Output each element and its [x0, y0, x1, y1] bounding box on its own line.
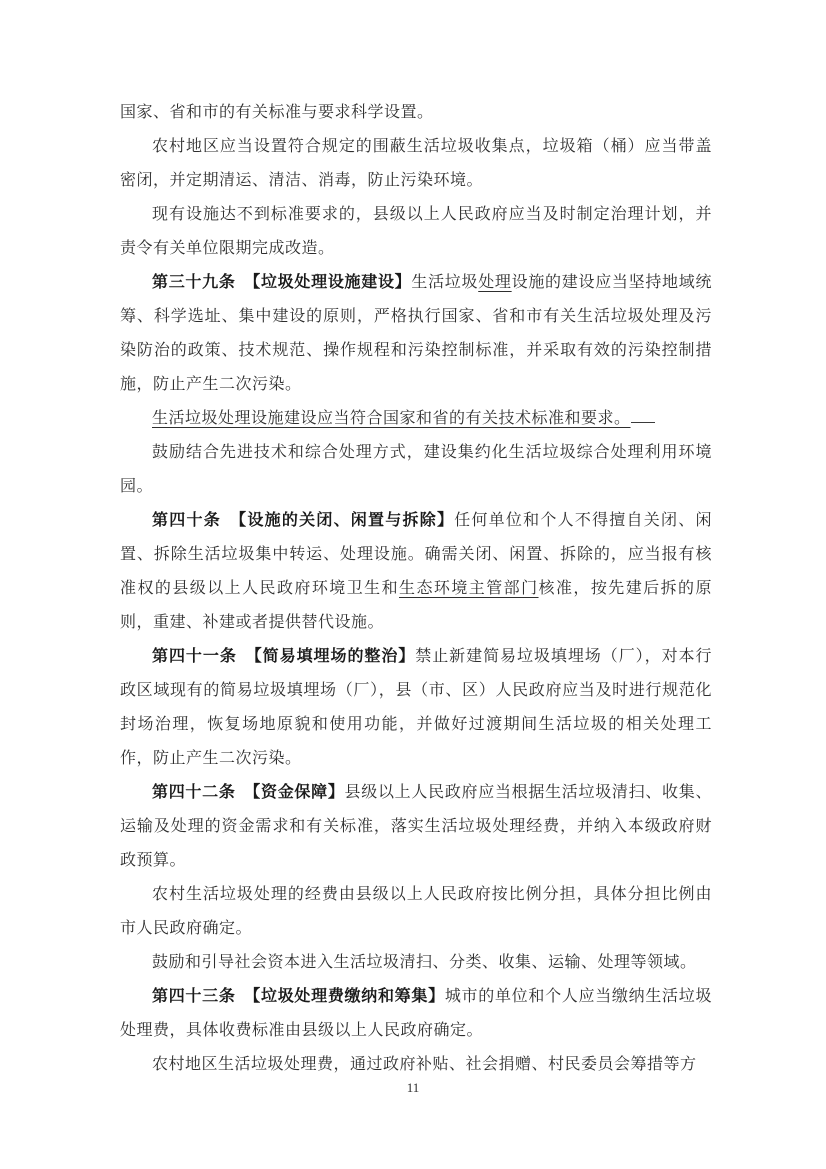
paragraph: [120, 436, 712, 504]
article-heading: 第三十九条 【垃圾处理设施建设】: [152, 274, 412, 291]
text-segment: 禁止新建简易垃圾填埋场（厂），对本行政区域现有的简易垃圾填埋场（厂），县（市、区）人民政府应当及时进行规范化封场治理，恢复场地原貌和使用功能，并做好过渡期间生活垃圾的相关处理工作，防止产生二次污染。: [120, 648, 712, 767]
paragraph-article-43: [120, 980, 712, 1048]
paragraph: [120, 1048, 712, 1082]
text-segment: 现有设施达不到标准要求的，县级以上人民政府应当及时制定治理计划，并责令有关单位限期完成改造。: [120, 206, 712, 257]
page-number: 11: [406, 1080, 420, 1095]
paragraph-article-40: [120, 504, 712, 640]
text-segment: 生活垃圾: [411, 274, 479, 291]
text-segment: 任何单位和个人不得擅自关闭、闲置、拆除生活垃圾集中转运、处理设施。确需关闭、闲置、拆除的，应当报有核准权的县级以上人民政府环境卫生和: [120, 512, 712, 597]
paragraph: [120, 946, 712, 980]
paragraph-article-41: [120, 640, 712, 776]
underlined-text: 处理: [478, 274, 512, 291]
text-segment: 设施的建设应当坚持地域统筹、科学选址、集中建设的原则，严格执行国家、省和市有关生活垃圾处理及污染防治的政策、技术规范、操作规程和污染控制标准，并采取有效的污染控制措施，防止产生二次污染。: [120, 274, 712, 393]
text-segment: 国家、省和市的有关标准与要求科学设置。: [120, 104, 434, 121]
text-segment: 核准，按先建后拆的原则，重建、补建或者提供替代设施。: [120, 580, 712, 631]
underlined-text: 生活垃圾处理设施建设应当符合国家和省的有关技术标准和要求。: [152, 410, 631, 427]
paragraph-article-39: [120, 266, 712, 402]
text-segment: 农村生活垃圾处理的经费由县级以上人民政府按比例分担，具体分担比例由市人民政府确定。: [120, 886, 712, 937]
paragraph-article-42: [120, 776, 712, 878]
text-segment: 农村地区应当设置符合规定的围蔽生活垃圾收集点，垃圾箱（桶）应当带盖密闭，并定期清运、清洁、消毒，防止污染环境。: [120, 138, 712, 189]
text-segment: 鼓励和引导社会资本进入生活垃圾清扫、分类、收集、运输、处理等领域。: [152, 954, 697, 971]
text-segment: 鼓励结合先进技术和综合处理方式，建设集约化生活垃圾综合处理利用环境园。: [120, 444, 712, 495]
paragraph: [120, 878, 712, 946]
paragraph: [120, 130, 712, 198]
underline-extension: [631, 407, 655, 423]
text-segment: 县级以上人民政府应当根据生活垃圾清扫、收集、运输及处理的资金需求和有关标准，落实生活垃圾处理经费，并纳入本级政府财政预算。: [120, 784, 712, 869]
text-segment: 农村地区生活垃圾处理费，通过政府补贴、社会捐赠、村民委员会筹措等方: [152, 1056, 697, 1073]
paragraph: [120, 96, 712, 130]
paragraph: [120, 198, 712, 266]
article-heading: 第四十三条 【垃圾处理费缴纳和筹集】: [152, 988, 445, 1005]
article-heading: 第四十条 【设施的关闭、闲置与拆除】: [152, 512, 455, 529]
underlined-text: 生态环境主管部门: [399, 580, 539, 597]
article-heading: 第四十二条 【资金保障】: [152, 784, 345, 801]
text-segment: 城市的单位和个人应当缴纳生活垃圾处理费，具体收费标准由县级以上人民政府确定。: [120, 988, 712, 1039]
article-heading: 第四十一条 【简易填埋场的整治】: [152, 648, 416, 665]
page-body: [120, 96, 712, 1082]
paragraph-underlined-sentence: [120, 402, 712, 436]
